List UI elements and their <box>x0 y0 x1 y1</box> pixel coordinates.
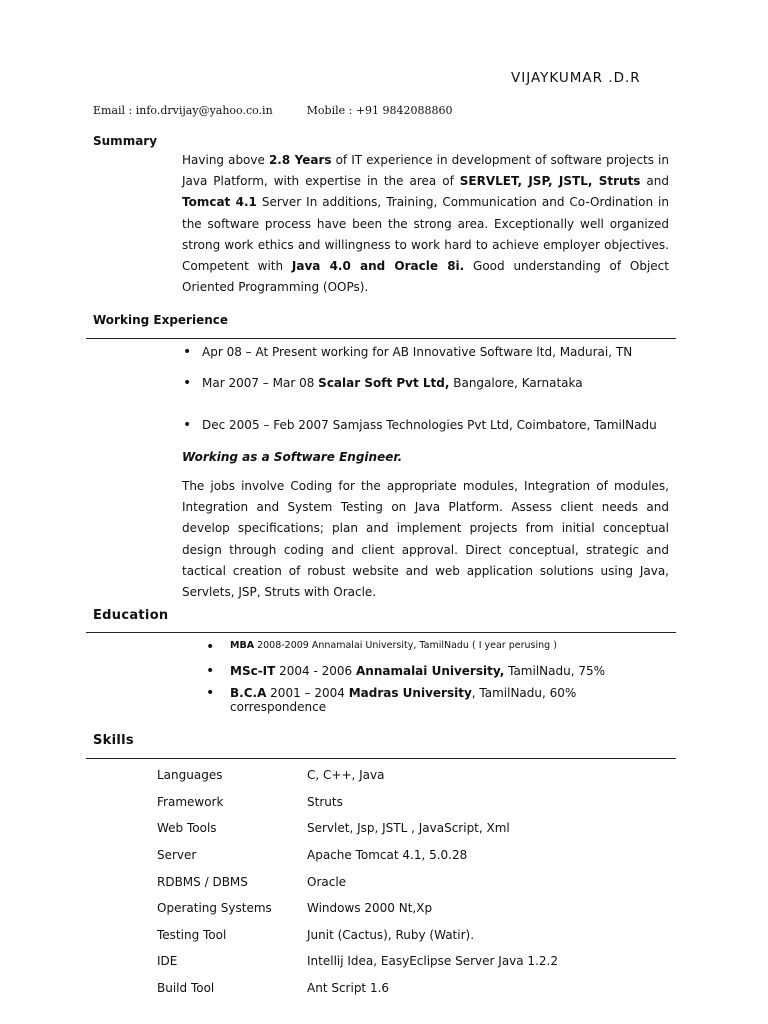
skills-heading: Skills <box>93 733 134 748</box>
table-row: Operating Systems Windows 2000 Nt,Xp <box>157 901 433 916</box>
table-row: Testing Tool Junit (Cactus), Ruby (Watir). <box>157 927 475 942</box>
experience-item: • Apr 08 – At Present working for AB Innovative Software ltd, Madurai, TN <box>183 345 632 359</box>
mobile-text: Mobile : +91 9842088860 <box>306 104 453 117</box>
skills-table <box>157 762 558 1001</box>
table-row: Web Tools Servlet, Jsp, JSTL , JavaScript, Xml <box>157 821 510 836</box>
table-row: Framework Struts <box>157 794 343 809</box>
experience-list <box>183 418 657 432</box>
education-item: • B.C.A 2001 – 2004 Madras University, TamilNadu, 60% correspondence <box>206 686 606 714</box>
table-row: Build Tool Ant Script 1.6 <box>157 981 390 996</box>
table-row: Languages C, C++, Java <box>157 768 385 783</box>
education-divider <box>86 632 676 633</box>
experience-item: • Mar 2007 – Mar 08 Scalar Soft Pvt Ltd, Bangalore, Karnataka <box>183 376 583 390</box>
education-list <box>206 664 605 678</box>
education-heading: Education <box>93 608 169 623</box>
role-title: Working as a Software Engineer. <box>182 450 403 464</box>
experience-divider <box>86 338 676 339</box>
education-list <box>206 640 557 651</box>
experience-list <box>183 376 583 390</box>
experience-description: The jobs involve Coding for the appropriate modules, Integration of modules, Integration and System Testing on Java Platform. Assess client needs and develop specifications; plan and implement projects from initial conceptual design through coding and client approval. Direct conceptual, strategic and tactical creation of robust website and web application solutions using Java, Servlets, JSP, Struts with Oracle. <box>182 479 669 600</box>
education-list <box>206 686 606 714</box>
skills-divider <box>86 758 676 759</box>
email-text: Email : info.drvijay@yahoo.co.in <box>93 104 273 117</box>
experience-list <box>183 345 632 359</box>
education-item: • MBA 2008-2009 Annamalai University, TamilNadu ( I year perusing ) <box>206 640 557 651</box>
contact-line <box>93 104 453 117</box>
summary-paragraph: Having above 2.8 Years of IT experience in development of software projects in Java Platform, with expertise in the area of SERVLET, JSP, JSTL, Struts and Tomcat 4.1 Server In additions, Training, Communication and Co-Ordination in the software process have been the strong area. Exceptionally well organized strong work ethics and willingness to work hard to achieve employer objectives. Competent with Java 4.0 and Oracle 8i. Good understanding of Object Oriented Programming (OOPs). <box>182 153 670 295</box>
table-row: RDBMS / DBMS Oracle <box>157 874 347 889</box>
experience-item: • Dec 2005 – Feb 2007 Samjass Technologies Pvt Ltd, Coimbatore, TamilNadu <box>183 418 657 432</box>
experience-heading: Working Experience <box>93 313 229 327</box>
education-item: • MSc-IT 2004 - 2006 Annamalai University, TamilNadu, 75% <box>206 664 605 678</box>
table-row: Server Apache Tomcat 4.1, 5.0.28 <box>157 848 468 863</box>
candidate-name: VIJAYKUMAR .D.R <box>511 70 641 86</box>
summary-heading: Summary <box>93 134 158 148</box>
table-row: IDE Intellij Idea, EasyEclipse Server Java 1.2.2 <box>157 954 558 969</box>
